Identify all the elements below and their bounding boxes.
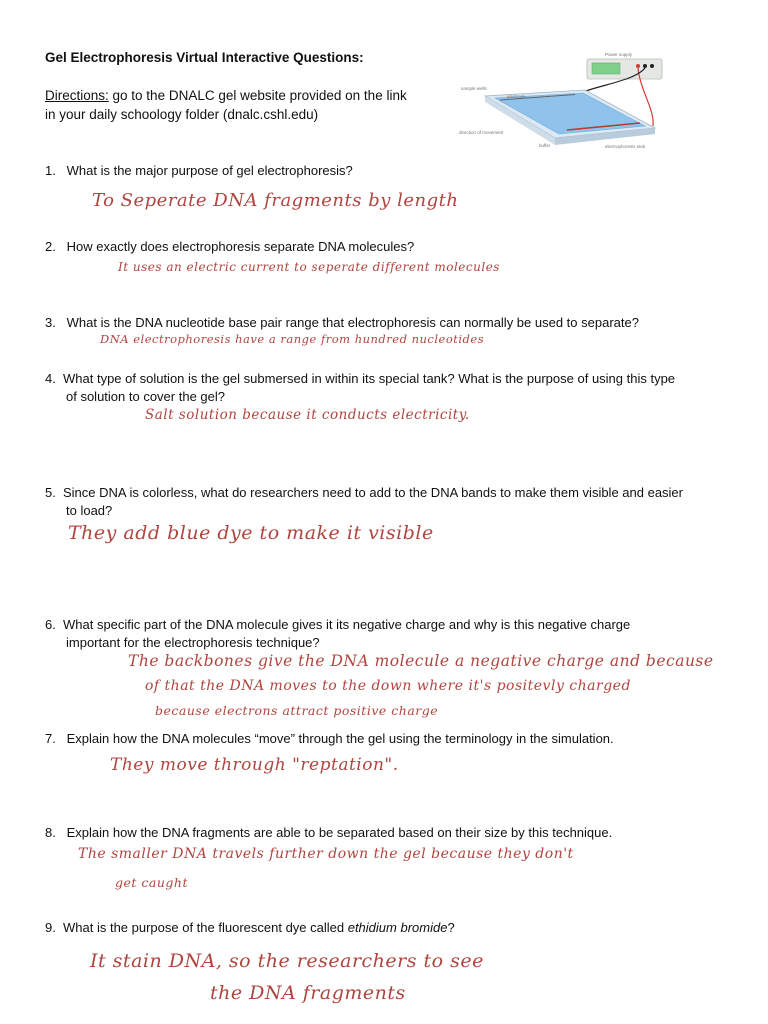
question-4: 4. What type of solution is the gel submersed in within its special tank? What is the purpose of using this type of solution to cover the gel? — [45, 371, 676, 404]
electrophoresis-diagram — [455, 50, 670, 150]
directions-label: Directions: — [45, 88, 109, 103]
question-2: 2. How exactly does electrophoresis separate DNA molecules? — [45, 239, 415, 254]
answer-1: To Seperate DNA fragments by length — [92, 190, 459, 211]
answer-9-line-2: the DNA fragments — [210, 982, 406, 1004]
answer-4: Salt solution because it conducts electricity. — [145, 407, 470, 423]
directions-line2: in your daily schoology folder (dnalc.cshl.edu) — [45, 107, 319, 122]
red-terminal — [636, 64, 640, 68]
answer-9-line-1: It stain DNA, so the researchers to see — [90, 950, 484, 972]
tank-label: electrophoresis tank — [605, 144, 646, 149]
power-supply-label: Power supply — [605, 52, 633, 57]
sample-wells-label: sample wells — [461, 86, 487, 91]
electrode-label: electrode — [507, 94, 526, 99]
question-1: 1. What is the major purpose of gel electrophoresis? — [45, 163, 353, 178]
worksheet-title: Gel Electrophoresis Virtual Interactive Questions: — [45, 50, 364, 65]
answer-2: It uses an electric current to seperate different molecules — [118, 260, 500, 274]
directions-line1: go to the DNALC gel website provided on the link — [108, 88, 407, 103]
directions — [45, 86, 445, 124]
answer-8-line-1: The smaller DNA travels further down the gel because they don't — [78, 846, 574, 862]
answer-7: They move through "reptation". — [110, 755, 399, 775]
answer-6-line-3: because electrons attract positive charge — [155, 703, 439, 718]
question-6: 6. What specific part of the DNA molecule gives it its negative charge and why is this negative charge important for the electrophoresis technique? — [45, 617, 631, 650]
power-supply-display — [592, 63, 620, 74]
answer-3: DNA electrophoresis have a range from hundred nucleotides — [100, 332, 485, 346]
question-8: 8. Explain how the DNA fragments are able to be separated based on their size by this technique. — [45, 825, 613, 840]
question-7: 7. Explain how the DNA molecules “move” through the gel using the terminology in the simulation. — [45, 731, 614, 746]
question-3: 3. What is the DNA nucleotide base pair range that electrophoresis can normally be used to separate? — [45, 315, 639, 330]
ethidium-bromide: ethidium bromide — [347, 920, 448, 935]
black-terminal — [643, 64, 647, 68]
answer-8-line-2: get caught — [115, 875, 188, 890]
question-5: 5. Since DNA is colorless, what do researchers need to add to the DNA bands to make them visible and easier to load? — [45, 485, 683, 518]
answer-6-line-2: of that the DNA moves to the down where it's positevly charged — [145, 678, 631, 694]
buffer-label: buffer — [539, 143, 551, 148]
question-9: 9. What is the purpose of the fluorescent dye called ethidium bromide? — [45, 920, 455, 935]
answer-6-line-1: The backbones give the DNA molecule a negative charge and because — [128, 652, 714, 670]
direction-label: direction of movement — [459, 130, 504, 135]
black-terminal-2 — [650, 64, 654, 68]
answer-5: They add blue dye to make it visible — [68, 522, 434, 544]
